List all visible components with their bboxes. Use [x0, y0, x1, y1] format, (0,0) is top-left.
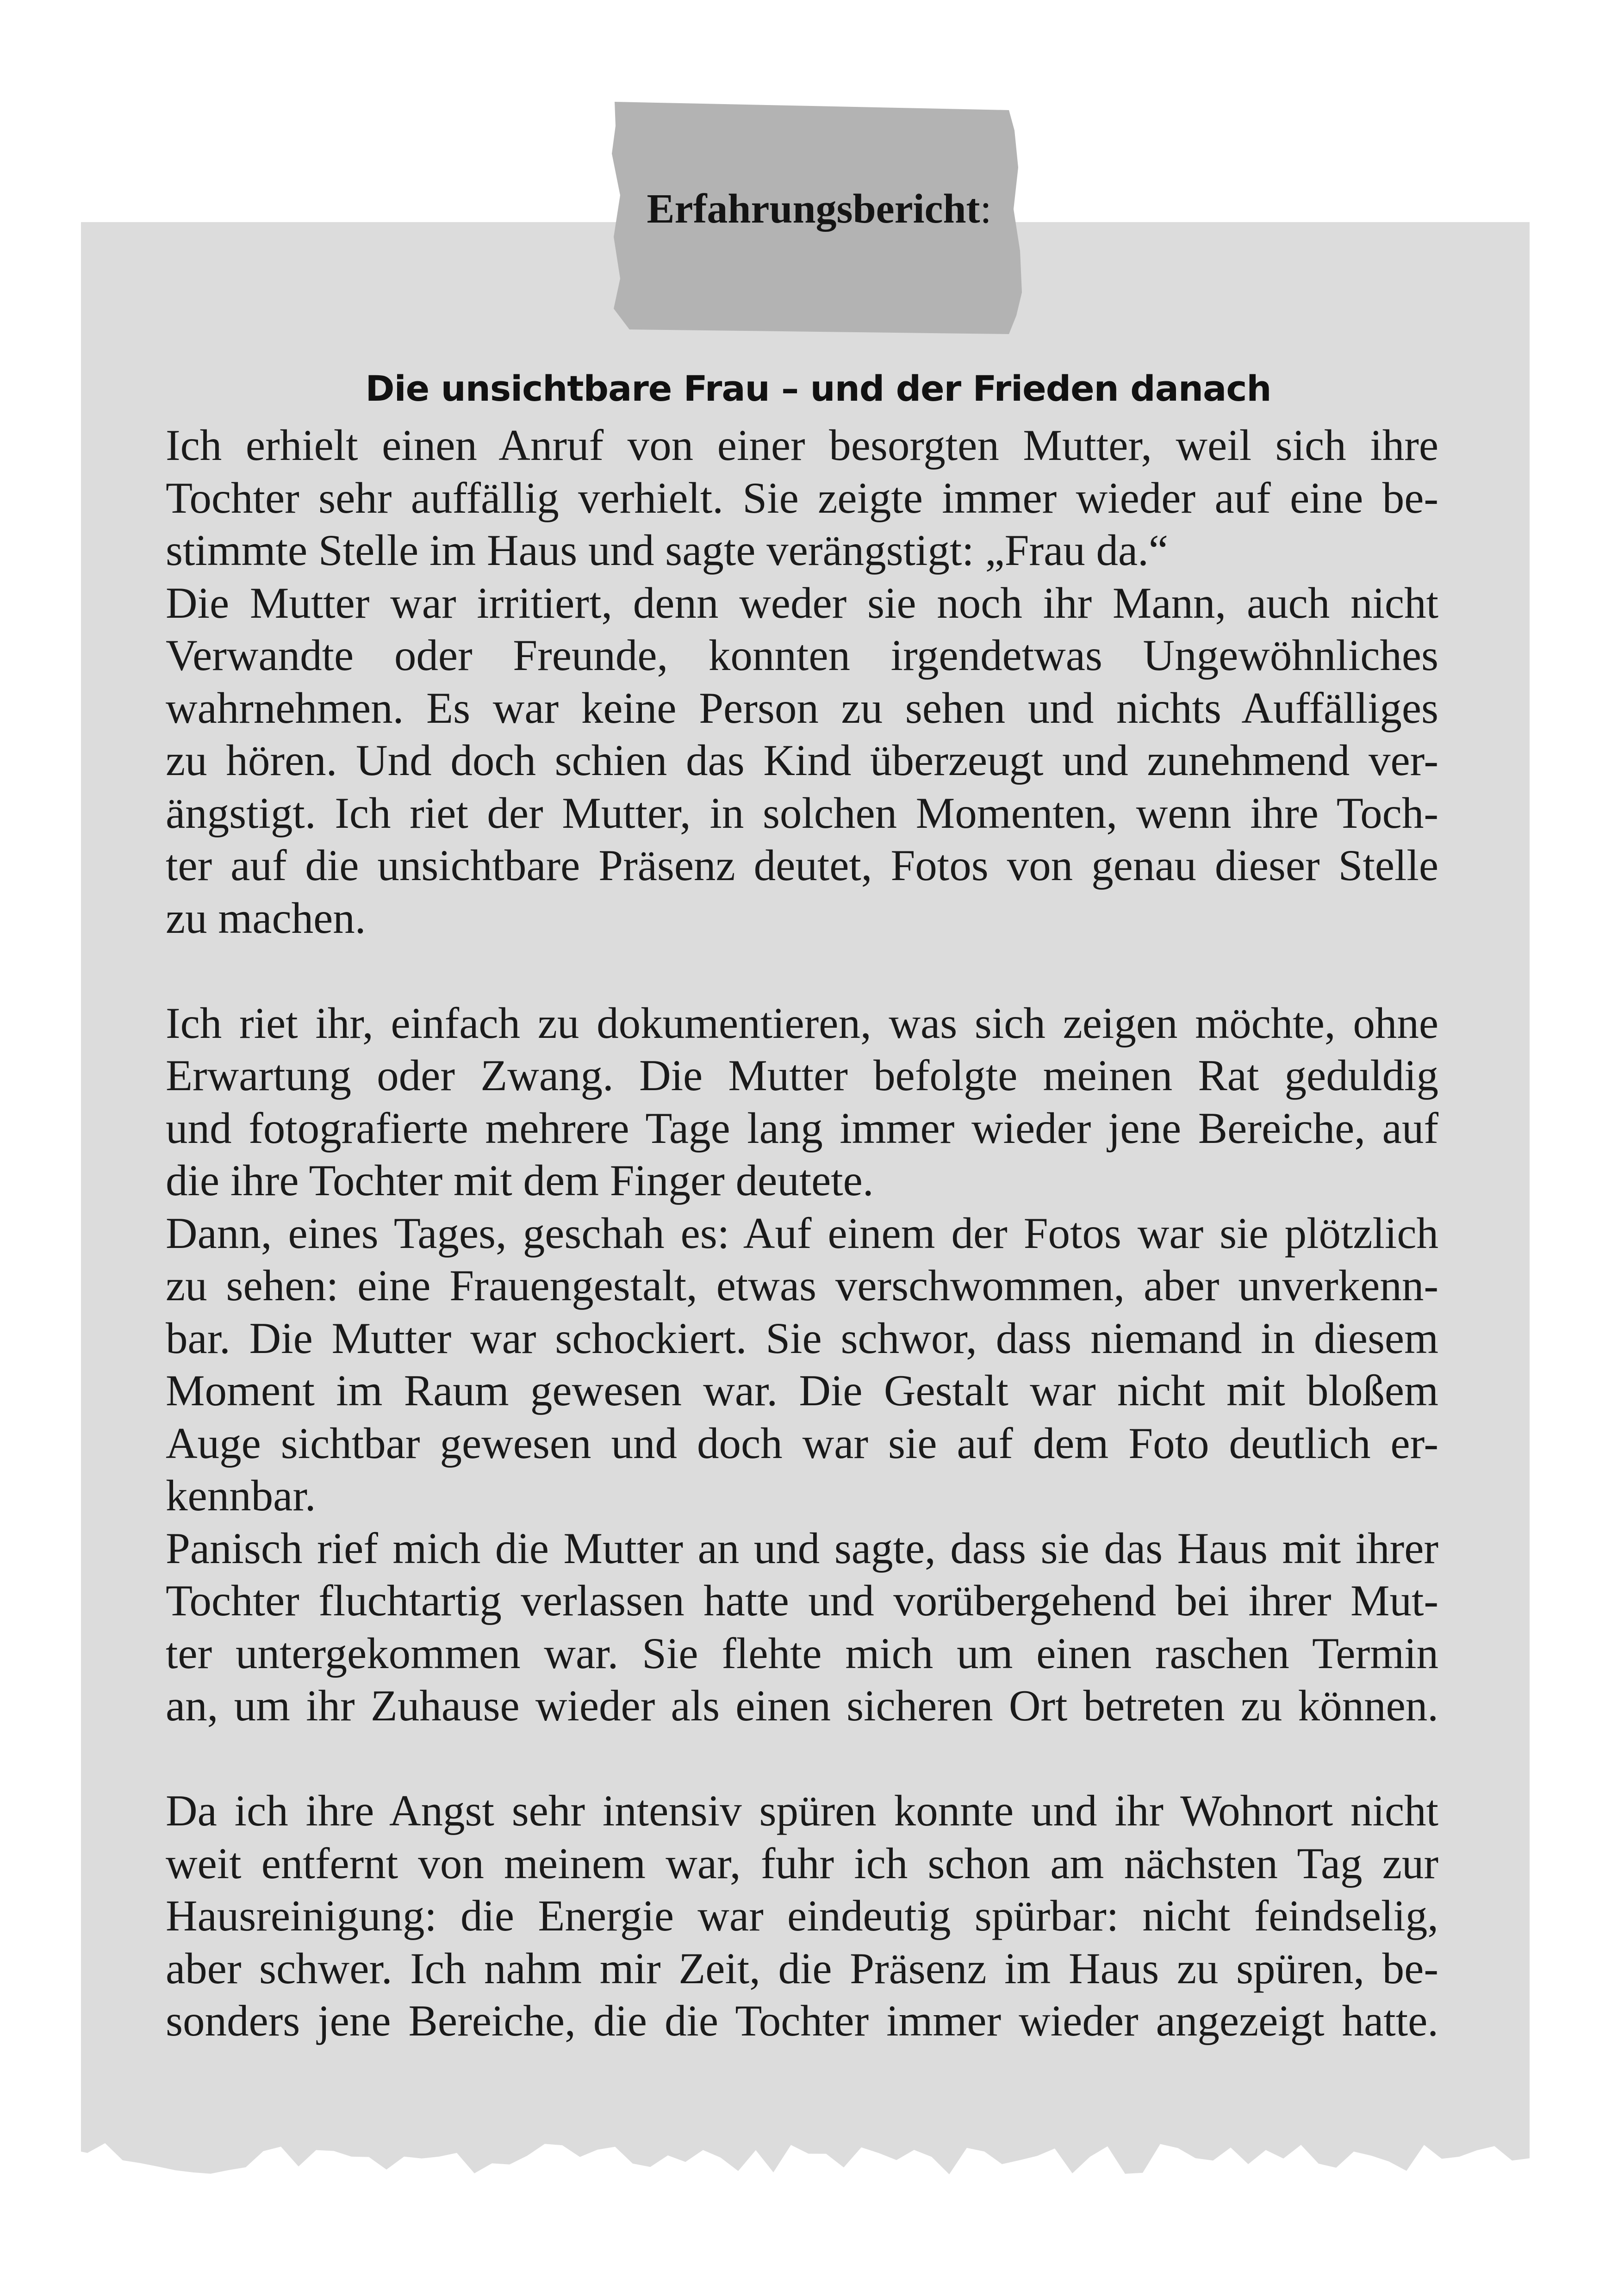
text-line: Auge sichtbar gewesen und doch war sie auf dem Foto deutlich er- [166, 1418, 1438, 1468]
paragraph-gap [166, 1732, 1438, 1785]
heading-title: Erfahrungsbericht [647, 186, 980, 232]
page-heading [602, 185, 1037, 233]
text-line: aber schwer. Ich nahm mir Zeit, die Präsenz im Haus zu spüren, be- [166, 1943, 1438, 1993]
heading-colon: : [980, 186, 992, 232]
text-line: kennbar. [166, 1471, 316, 1520]
text-line: Moment im Raum gewesen war. Die Gestalt war nicht mit bloßem [166, 1366, 1438, 1415]
text-line: zu machen. [166, 893, 366, 943]
text-line: Tochter fluchtartig verlassen hatte und vorübergehend bei ihrer Mut- [166, 1576, 1438, 1625]
text-line: die ihre Tochter mit dem Finger deutete. [166, 1156, 874, 1205]
text-line: weit entfernt von meinem war, fuhr ich schon am nächsten Tag zur [166, 1838, 1438, 1888]
text-line: zu sehen: eine Frauengestalt, etwas verschwommen, aber unverkenn- [166, 1261, 1438, 1310]
text-line: stimmte Stelle im Haus und sagte verängstigt: „Frau da.“ [166, 526, 1169, 575]
text-line: wahrnehmen. Es war keine Person zu sehen und nichts Auffälliges [166, 683, 1438, 732]
text-line: Hausreinigung: die Energie war eindeutig spürbar: nicht feindselig, [166, 1891, 1438, 1940]
text-line: Die Mutter war irritiert, denn weder sie noch ihr Mann, auch nicht [166, 578, 1438, 627]
text-line: Ich erhielt einen Anruf von einer besorgten Mutter, weil sich ihre [166, 421, 1438, 470]
text-line: ängstigt. Ich riet der Mutter, in solchen Momenten, wenn ihre Toch- [166, 788, 1438, 838]
text-line: Verwandte oder Freunde, konnten irgendetwas Ungewöhnliches [166, 631, 1438, 680]
text-line: ter auf die unsichtbare Präsenz deutet, Fotos von genau dieser Stelle [166, 841, 1438, 890]
text-line: sonders jene Bereiche, die die Tochter immer wieder angezeigt hatte. [166, 1996, 1438, 2045]
text-line: Tochter sehr auffällig verhielt. Sie zeigte immer wieder auf eine be- [166, 473, 1438, 522]
text-line: und fotografierte mehrere Tage lang immer wieder jene Bereiche, auf [166, 1103, 1438, 1153]
text-line: ter untergekommen war. Sie flehte mich um einen raschen Termin [166, 1628, 1438, 1678]
paragraph-gap [166, 944, 1438, 997]
text-line: Da ich ihre Angst sehr intensiv spüren konnte und ihr Wohnort nicht [166, 1786, 1438, 1835]
text-line: Erwartung oder Zwang. Die Mutter befolgte meinen Rat geduldig [166, 1051, 1438, 1100]
article-subtitle: Die unsichtbare Frau – und der Frieden danach [365, 368, 1271, 409]
text-line: zu hören. Und doch schien das Kind überzeugt und zunehmend ver- [166, 736, 1438, 785]
text-line: Ich riet ihr, einfach zu dokumentieren, was sich zeigen möchte, ohne [166, 998, 1438, 1048]
text-line: an, um ihr Zuhause wieder als einen sicheren Ort betreten zu können. [166, 1681, 1438, 1730]
text-line: bar. Die Mutter war schockiert. Sie schwor, dass niemand in diesem [166, 1313, 1438, 1363]
article-body [166, 419, 1438, 2048]
text-line: Dann, eines Tages, geschah es: Auf einem der Fotos war sie plötzlich [166, 1208, 1438, 1258]
text-line: Panisch rief mich die Mutter an und sagte, dass sie das Haus mit ihrer [166, 1523, 1438, 1573]
